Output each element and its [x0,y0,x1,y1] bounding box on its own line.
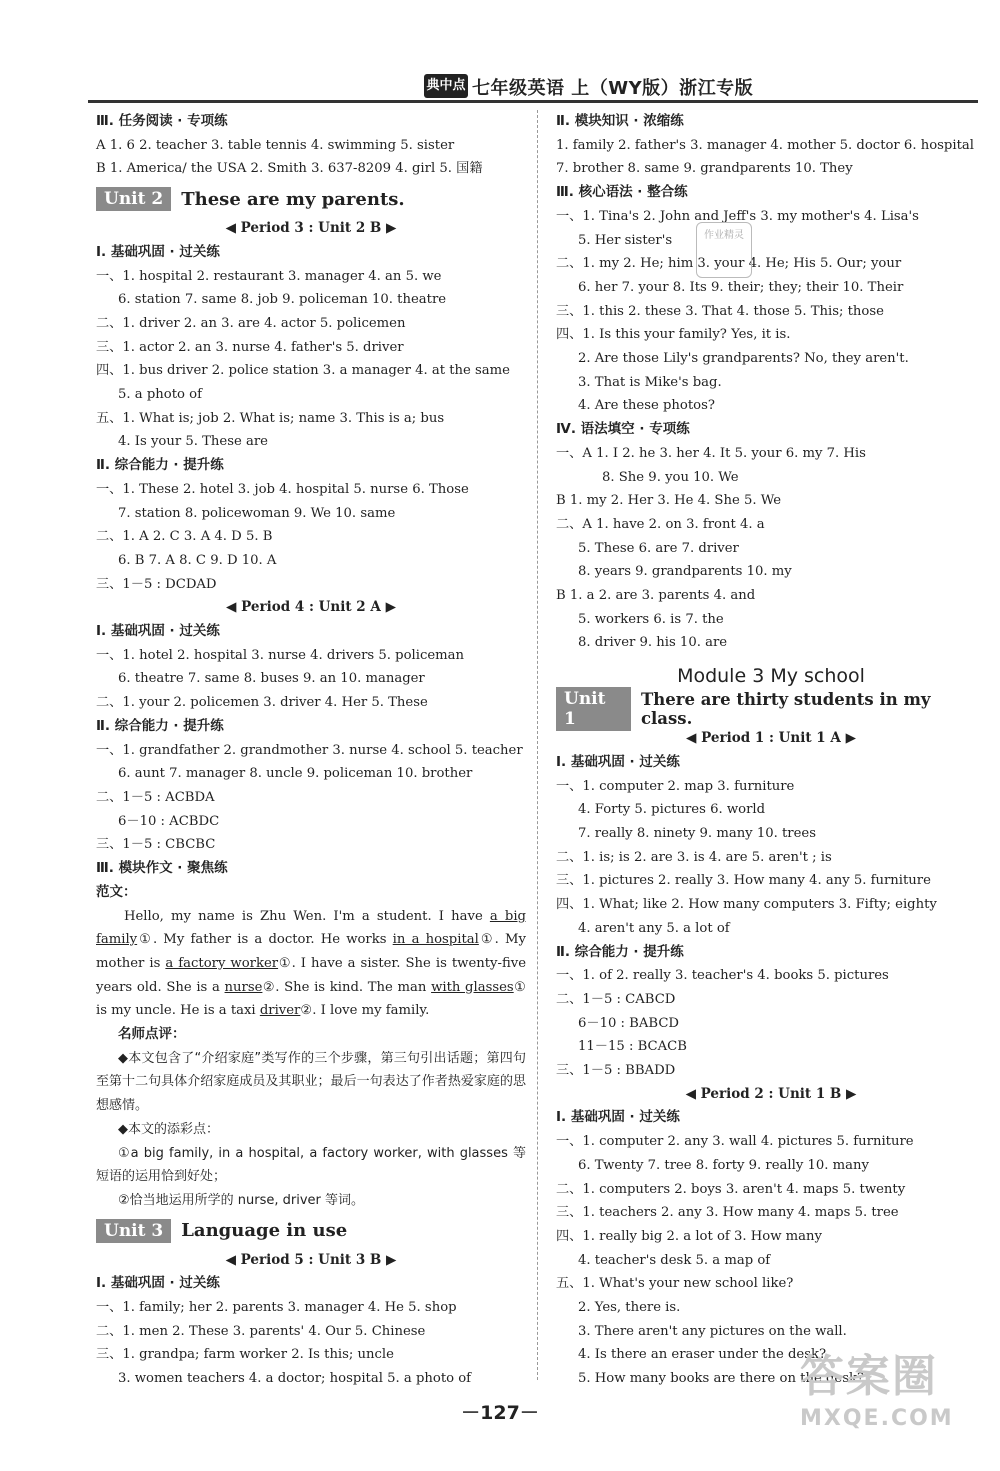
section-heading: Ⅲ. 模块作文 · 聚焦练 [96,860,228,877]
answer-line: 二、1. my 2. He; him 3. your 4. He; His 5. Our; your [556,256,902,272]
answer-line: 6－10 : ACBDC [118,813,220,829]
right-column [556,110,986,1391]
unit-badge: Unit 3 [96,1219,171,1243]
answer-line: 一、1. These 2. hotel 3. job 4. hospital 5. nurse 6. Those [96,481,469,497]
answer-line: 6. B 7. A 8. C 9. D 10. A [118,552,277,568]
answer-line: 五、1. What is; job 2. What is; name 3. This is a; bus [96,410,445,426]
answer-line: 11－15 : BCACB [578,1039,687,1055]
answer-line: 三、1. grandpa; farm worker 2. Is this; uncle [96,1347,394,1363]
answer-line: 7. really 8. ninety 9. many 10. trees [578,825,816,841]
answer-line: 7. brother 8. same 9. grandparents 10. They [556,161,853,177]
section-heading: Ⅰ. 基础巩固 · 过关练 [96,1275,220,1292]
answer-line: 2. Are those Lily's grandparents? No, they aren't. [578,351,909,367]
section-heading: Ⅳ. 语法填空 · 专项练 [556,421,690,438]
unit-heading [96,1217,526,1245]
answer-line: 二、A 1. have 2. on 3. front 4. a [556,516,765,532]
unit-title: There are thirty students in my class. [640,690,931,729]
teacher-comment: ◆本文包含了“介绍家庭”类写作的三个步骤，第三句引出话题；第四句至第十二句具体介绍家庭成员及其职业；最后一句表达了作者热爱家庭的思想感情。 [96,1050,526,1114]
answer-line: 2. Yes, there is. [578,1300,681,1316]
unit-badge: Unit 1 [556,687,631,731]
answer-line: 4. Forty 5. pictures 6. world [578,802,766,818]
period-heading: ◀ Period 2 : Unit 1 B ▶ [685,1085,857,1102]
section-heading: Ⅰ. 基础巩固 · 过关练 [96,623,220,640]
answer-line: 一、1. computer 2. map 3. furniture [556,778,795,794]
section-heading: Ⅰ. 基础巩固 · 过关练 [96,243,220,260]
answer-line: 二、1－5 : ACBDA [96,789,215,805]
teacher-comment: ①a big family, in a hospital, a factory worker, with glasses 等短语的运用恰到好处； [96,1145,526,1185]
answer-line: 8. driver 9. his 10. are [578,635,728,651]
period-heading: ◀ Period 5 : Unit 3 B ▶ [225,1251,397,1268]
teacher-comment: ②恰当地运用所学的 nurse, driver 等词。 [118,1192,365,1208]
answer-line: 1. family 2. father's 3. manager 4. mother 5. doctor 6. hospital [556,137,974,153]
period-heading: ◀ Period 1 : Unit 1 A ▶ [686,730,856,747]
left-column [96,110,526,1391]
answer-line: 5. Her sister's [578,232,673,248]
answer-line: 三、1. this 2. these 3. That 4. those 5. This; those [556,303,884,319]
section-heading: Ⅱ. 综合能力 · 提升练 [96,717,224,734]
answer-line: 四、1. What; like 2. How many computers 3. Fifty; eighty [556,897,937,913]
module-title: Module 3 My school [677,665,865,688]
answer-line: 一、1. family; her 2. parents 3. manager 4. He 5. shop [96,1300,457,1316]
answer-line: 二、1－5 : CABCD [556,991,676,1007]
answer-line: 4. Are these photos? [578,398,715,414]
unit-badge: Unit 2 [96,187,171,211]
answer-line: 3. There aren't any pictures on the wall. [578,1323,847,1339]
answer-line: 一、1. grandfather 2. grandmother 3. nurse 4. school 5. teacher [96,742,523,758]
answer-line: 三、1. pictures 2. really 3. How many 4. any 5. furniture [556,873,931,889]
answer-line: 3. That is Mike's bag. [578,374,722,390]
answer-line: 4. Is your 5. These are [118,434,268,450]
answer-line: 三、1－5 : BBADD [556,1063,676,1079]
answer-line: 二、1. A 2. C 3. A 4. D 5. B [96,529,273,545]
answer-line: 5. How many books are there on the desk? [578,1371,865,1387]
answer-line: 二、1. computers 2. boys 3. aren't 4. maps 5. twenty [556,1181,906,1197]
answer-line: 6. station 7. same 8. job 9. policeman 10. theatre [118,292,447,308]
answer-line: 6. theatre 7. same 8. buses 9. an 10. manager [118,671,425,687]
answer-line: 4. aren't any 5. a lot of [578,920,730,936]
sample-essay: Hello, my name is Zhu Wen. I'm a student. I have a big family①. My father is a doctor. He works in a hospital①. My mother is a factory worker①. I have a sister. She is twenty-five years old. She is a nurse②. She is kind. The man with glasses① is my uncle. He is a taxi driver②. I love my family. [96,908,527,1019]
answer-line: 一、A 1. I 2. he 3. her 4. It 5. your 6. my 7. His [556,445,866,461]
answer-line: 四、1. Is this your family? Yes, it is. [556,327,791,343]
answer-line: 8. years 9. grandparents 10. my [578,564,792,580]
answer-line: 5. These 6. are 7. driver [578,540,739,556]
answer-line: 三、1. teachers 2. any 3. How many 4. maps 5. tree [556,1205,899,1221]
answer-line: 8. She 9. you 10. We [602,469,739,485]
brand-logo: 典中点 [424,74,468,98]
answer-line: 三、1－5 : CBCBC [96,837,216,853]
answer-line: 4. teacher's desk 5. a map of [578,1252,771,1268]
answer-line: 6. Twenty 7. tree 8. forty 9. really 10. many [578,1157,869,1173]
answer-line: B 1. my 2. Her 3. He 4. She 5. We [556,493,782,509]
answer-line: 6. aunt 7. manager 8. uncle 9. policeman 10. brother [118,766,473,782]
answer-line: 二、1. your 2. policemen 3. driver 4. Her 5. These [96,695,428,711]
teacher-comment-label: 名师点评： [118,1026,186,1043]
period-heading: ◀ Period 3 : Unit 2 B ▶ [225,220,397,237]
page-header [0,72,1000,102]
unit-heading [556,689,986,730]
page-number: －127－ [461,1402,539,1424]
unit-title: These are my parents. [181,188,405,210]
answer-line: 一、1. computer 2. any 3. wall 4. pictures 5. furniture [556,1134,914,1150]
answer-line: 4. Is there an eraser under the desk? [578,1347,827,1363]
teacher-comment: ◆本文的添彩点： [118,1121,219,1137]
answer-line: B 1. America/ the USA 2. Smith 3. 637-8209 4. girl 5. 国籍 [96,161,483,177]
homework-stamp: 作业精灵 [696,222,752,278]
answer-line: 7. station 8. policewoman 9. We 10. same [118,505,396,521]
unit-title: Language in use [181,1220,348,1242]
answer-line: A 1. 6 2. teacher 3. table tennis 4. swimming 5. sister [96,137,455,153]
unit-heading [96,185,526,213]
section-heading: Ⅲ. 核心语法 · 整合练 [556,184,688,201]
answer-line: 五、1. What's your new school like? [556,1276,794,1292]
answer-line: 一、1. hotel 2. hospital 3. nurse 4. drivers 5. policeman [96,647,465,663]
answer-line: 二、1. driver 2. an 3. are 4. actor 5. policemen [96,315,406,331]
answer-line: 四、1. really big 2. a lot of 3. How many [556,1228,822,1244]
answer-line: 三、1－5 : DCDAD [96,576,217,592]
section-heading: Ⅱ. 综合能力 · 提升练 [556,943,684,960]
answer-line: 三、1. actor 2. an 3. nurse 4. father's 5. driver [96,339,404,355]
answer-line: 5. a photo of [118,387,202,403]
answer-line: 3. women teachers 4. a doctor; hospital 5. a photo of [118,1371,472,1387]
header-title: 七年级英语 上（WY版）浙江专版 [472,78,754,99]
watermark-url: MXQE.COM [800,1406,954,1431]
section-heading: Ⅱ. 综合能力 · 提升练 [96,457,224,474]
answer-line: 四、1. bus driver 2. police station 3. a manager 4. at the same [96,363,510,379]
section-heading: Ⅰ. 基础巩固 · 过关练 [556,1109,680,1126]
section-heading: Ⅲ. 任务阅读 · 专项练 [96,113,228,129]
sample-essay-label: 范文： [96,883,137,900]
answer-line: 一、1. Tina's 2. John and Jeff's 3. my mother's 4. Lisa's [556,208,919,224]
answer-line: B 1. a 2. are 3. parents 4. and [556,588,756,604]
section-heading: Ⅱ. 模块知识 · 浓缩练 [556,113,684,129]
answer-line: 一、1. hospital 2. restaurant 3. manager 4. an 5. we [96,268,442,284]
answer-line: 二、1. men 2. These 3. parents' 4. Our 5. Chinese [96,1323,426,1339]
header-rule [88,100,978,103]
answer-line: 一、1. of 2. really 3. teacher's 4. books 5. pictures [556,968,889,984]
answer-line: 5. workers 6. is 7. the [578,611,724,627]
watermark-title: 答案圈 [800,1351,938,1402]
answer-line: 6. her 7. your 8. Its 9. their; they; their 10. Their [578,279,904,295]
column-divider [537,110,539,1380]
site-watermark [800,1340,990,1460]
answer-line: 二、1. is; is 2. are 3. is 4. are 5. aren't ; is [556,849,832,865]
period-heading: ◀ Period 4 : Unit 2 A ▶ [226,599,396,616]
section-heading: Ⅰ. 基础巩固 · 过关练 [556,753,680,770]
answer-line: 6－10 : BABCD [578,1015,679,1031]
